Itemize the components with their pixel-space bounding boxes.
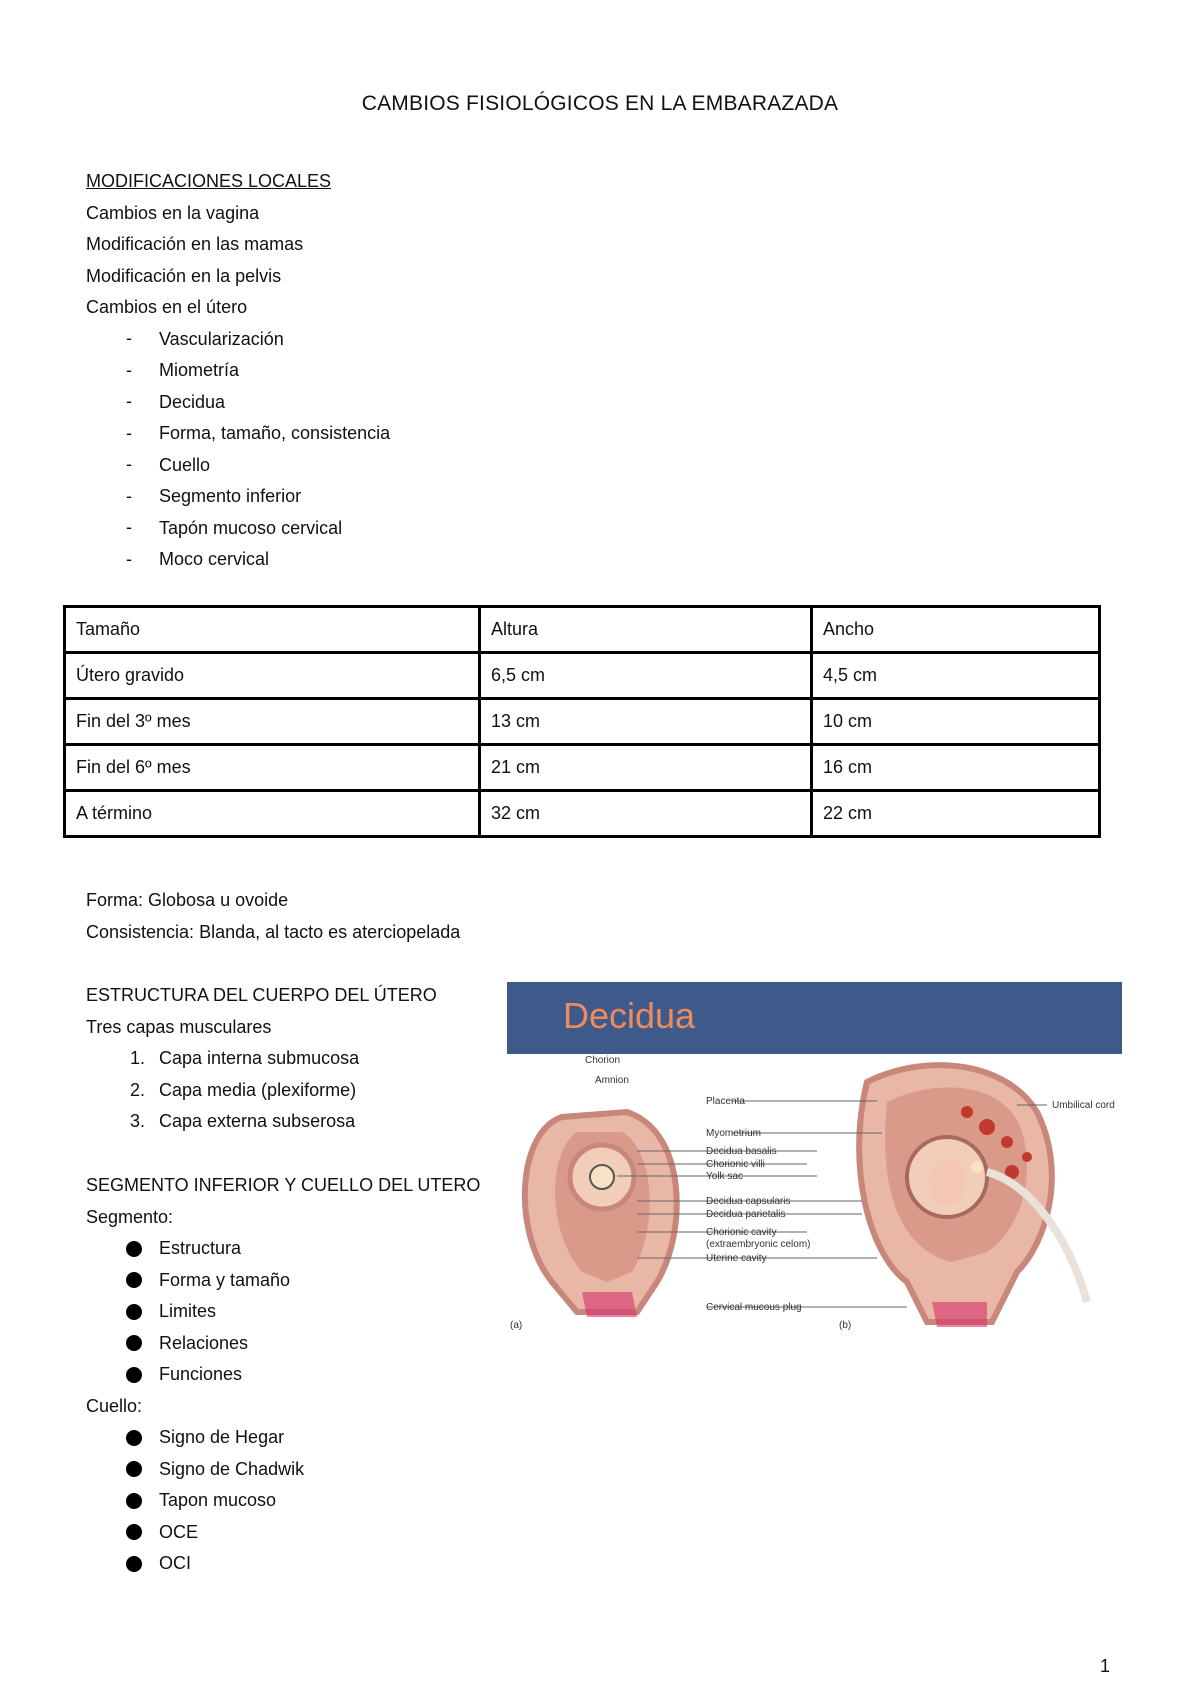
consistencia-line: Consistencia: Blanda, al tacto es aterciopelada bbox=[86, 921, 461, 942]
section-heading: ESTRUCTURA DEL CUERPO DEL ÚTERO bbox=[86, 985, 437, 1005]
table-cell: 10 cm bbox=[812, 699, 1100, 745]
label-chorionic-cavity: Chorionic cavity bbox=[706, 1227, 777, 1238]
list-item: Cambios en el útero bbox=[86, 297, 248, 317]
bullet-item: Estructura bbox=[159, 1238, 242, 1258]
bullet-item: Signo de Hegar bbox=[159, 1427, 285, 1447]
structure-section bbox=[86, 980, 437, 1138]
list-item: Modificación en las mamas bbox=[86, 234, 304, 254]
table-cell: 32 cm bbox=[480, 791, 812, 837]
table-header-cell: Tamaño bbox=[65, 607, 480, 653]
label-decidua-capsularis: Decidua capsularis bbox=[706, 1196, 791, 1207]
bullet-item: Signo de Chadwik bbox=[159, 1458, 305, 1479]
local-modifications-section bbox=[86, 166, 390, 576]
table-cell: 21 cm bbox=[480, 745, 812, 791]
label-extraembryonic: (extraembryonic celom) bbox=[706, 1239, 811, 1250]
bullet-item: Funciones bbox=[159, 1364, 243, 1384]
bullet-item: Tapon mucoso bbox=[159, 1490, 277, 1510]
label-placenta: Placenta bbox=[706, 1096, 745, 1107]
table-row bbox=[65, 699, 1100, 745]
dash-list-item: Forma, tamaño, consistencia bbox=[159, 423, 391, 443]
label-mucous-plug: Cervical mucous plug bbox=[706, 1302, 802, 1313]
cuello-label: Cuello: bbox=[86, 1395, 143, 1416]
label-panel-b: (b) bbox=[839, 1320, 852, 1331]
table-cell: 13 cm bbox=[480, 699, 812, 745]
label-amnion: Amnion bbox=[595, 1075, 629, 1086]
table-row bbox=[65, 791, 1100, 837]
numbered-item: 1. Capa interna submucosa bbox=[129, 1048, 360, 1068]
label-umbilical: Umbilical cord bbox=[1052, 1100, 1115, 1111]
dash-list-item: Segmento inferior bbox=[159, 486, 302, 506]
label-decidua-basalis: Decidua basalis bbox=[706, 1146, 777, 1157]
dash-list-item: Miometría bbox=[159, 360, 240, 380]
label-decidua-parietalis: Decidua parietalis bbox=[706, 1209, 786, 1220]
section-heading: SEGMENTO INFERIOR Y CUELLO DEL UTERO bbox=[86, 1175, 481, 1195]
dash-list-item: Decidua bbox=[159, 391, 226, 412]
placenta-blood bbox=[979, 1119, 995, 1135]
table-cell: 22 cm bbox=[812, 791, 1100, 837]
table-header-cell: Ancho bbox=[812, 607, 1100, 653]
numbered-item: 3. Capa externa subserosa bbox=[129, 1111, 356, 1131]
bullet-item: Forma y tamaño bbox=[159, 1269, 291, 1290]
bullet-item: Relaciones bbox=[159, 1332, 249, 1353]
figure-title: Decidua bbox=[563, 995, 696, 1036]
table-header-cell: Altura bbox=[480, 607, 812, 653]
label-yolk-sac: Yolk sac bbox=[706, 1171, 743, 1182]
page-number: 1 bbox=[1099, 1656, 1110, 1676]
dash-list-item: Moco cervical bbox=[159, 549, 270, 569]
list-item: Modificación en la pelvis bbox=[86, 265, 282, 286]
dash-list-item: Cuello bbox=[159, 454, 211, 475]
bullet-item: Limites bbox=[159, 1301, 217, 1321]
segment-label: Segmento: bbox=[86, 1206, 174, 1227]
label-panel-a: (a) bbox=[510, 1320, 523, 1331]
table-cell: Fin del 3º mes bbox=[65, 699, 480, 745]
bullet-item: OCE bbox=[159, 1521, 199, 1542]
dash-list-item: Tapón mucoso cervical bbox=[159, 517, 343, 538]
bullet-item: OCI bbox=[159, 1553, 192, 1573]
decidua-figure bbox=[507, 982, 1122, 1348]
label-chorion: Chorion bbox=[585, 1055, 621, 1066]
table-header-row bbox=[65, 607, 1100, 653]
segment-section bbox=[86, 1170, 480, 1580]
page-title: CAMBIOS FISIOLÓGICOS EN LA EMBARAZADA bbox=[361, 92, 839, 115]
table-cell: 6,5 cm bbox=[480, 653, 812, 699]
numbered-item: 2. Capa media (plexiforme) bbox=[129, 1079, 357, 1100]
table-cell: Fin del 6º mes bbox=[65, 745, 480, 791]
section-heading: MODIFICACIONES LOCALES bbox=[86, 171, 332, 191]
shape-consistency bbox=[86, 885, 460, 948]
list-item: Cambios en la vagina bbox=[86, 202, 260, 223]
table-cell: A término bbox=[65, 791, 480, 837]
subheading: Tres capas musculares bbox=[86, 1016, 272, 1037]
table-cell: 16 cm bbox=[812, 745, 1100, 791]
dash-list-item: Vascularización bbox=[159, 328, 284, 349]
forma-line: Forma: Globosa u ovoide bbox=[86, 890, 289, 910]
label-chorionic-villi: Chorionic villi bbox=[706, 1159, 765, 1170]
label-myometrium: Myometrium bbox=[706, 1128, 762, 1139]
uterus-size-table bbox=[63, 605, 1101, 838]
table-cell: 4,5 cm bbox=[812, 653, 1100, 699]
table-cell: Útero gravido bbox=[65, 653, 480, 699]
table-row bbox=[65, 745, 1100, 791]
label-uterine-cavity: Uterine cavity bbox=[706, 1253, 767, 1264]
table-row bbox=[65, 653, 1100, 699]
